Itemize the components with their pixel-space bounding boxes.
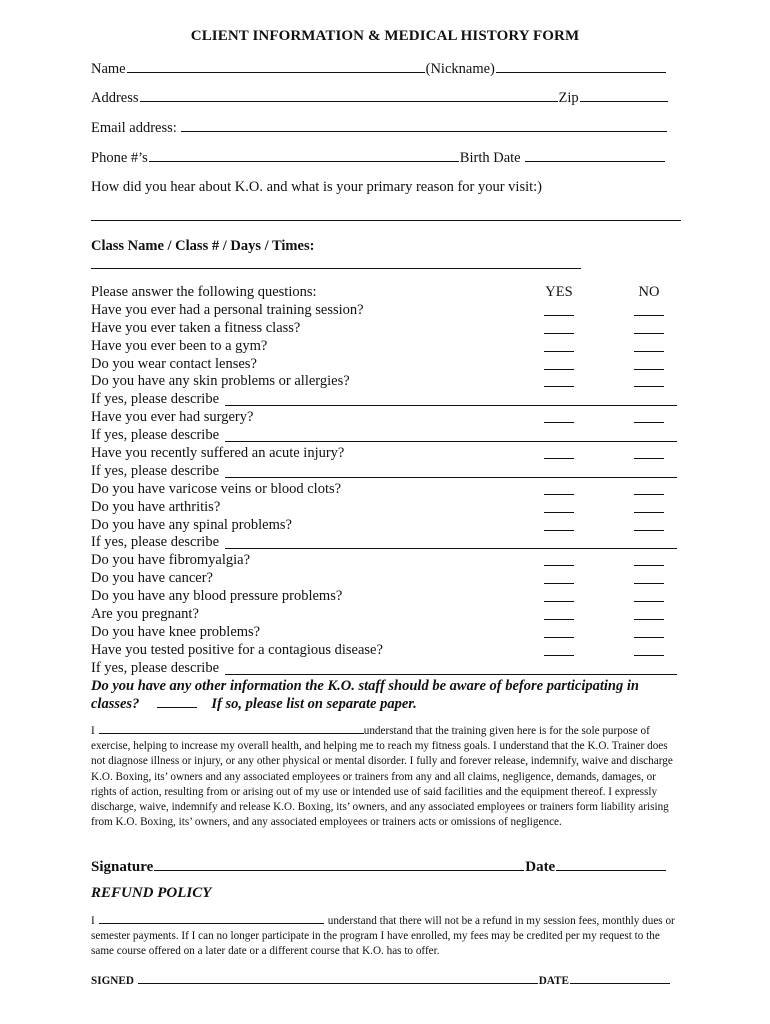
address-field[interactable]	[140, 87, 558, 102]
question-row	[91, 499, 681, 517]
yes-answer-blank	[544, 570, 574, 584]
describe-field[interactable]	[225, 441, 677, 442]
refund-policy-heading: REFUND POLICY	[91, 885, 212, 901]
other-info-question	[91, 677, 681, 713]
yes-answer-blank	[544, 320, 574, 334]
describe-label: If yes, please describe	[91, 462, 220, 479]
nickname-field[interactable]	[496, 58, 666, 73]
hear-about-label: How did you hear about K.O. and what is your primary reason for your visit:)	[91, 179, 543, 195]
question-text: Have you ever been to a gym?	[91, 337, 268, 354]
questions-prompt: Please answer the following questions:	[91, 284, 317, 300]
yes-answer-blank	[544, 624, 574, 638]
question-text: Do you have fibromyalgia?	[91, 552, 251, 569]
name-field[interactable]	[127, 58, 425, 73]
other-info-note: If so, please list on separate paper.	[211, 696, 417, 712]
question-row	[91, 624, 681, 642]
no-answer-blank	[634, 320, 664, 334]
question-row	[91, 445, 681, 463]
describe-row	[91, 391, 681, 409]
no-answer-blank	[634, 302, 664, 316]
no-answer-blank	[634, 570, 664, 584]
question-row	[91, 373, 681, 391]
email-label: Email address:	[91, 120, 177, 136]
birth-date-field[interactable]	[525, 147, 665, 162]
describe-row	[91, 660, 681, 678]
yes-answer-blank	[544, 588, 574, 602]
no-answer-blank	[634, 499, 664, 513]
signed-date-field[interactable]	[570, 972, 670, 984]
question-text: Have you recently suffered an acute injury?	[91, 445, 345, 462]
other-info-text: Do you have any other information the K.O. staff should be aware of before participating in classes?	[91, 678, 639, 712]
yes-column-header: YES	[545, 284, 573, 300]
yes-answer-blank	[544, 481, 574, 495]
no-answer-blank	[634, 552, 664, 566]
no-answer-blank	[634, 517, 664, 531]
question-text: Do you have cancer?	[91, 570, 213, 587]
yes-answer-blank	[544, 338, 574, 352]
no-answer-blank	[634, 445, 664, 459]
yes-answer-blank	[544, 606, 574, 620]
name-row	[91, 58, 681, 78]
waiver-name-field[interactable]	[99, 723, 364, 734]
question-row	[91, 481, 681, 499]
no-answer-blank	[634, 606, 664, 620]
yes-answer-blank	[544, 356, 574, 370]
refund-text: understand that there will not be a refund in my session fees, monthly dues or semester payments. If I can no longer participate in the program I have enrolled, my fees may be credited per my request to the same course offered on a later date or a different course that K.O. has to offer.	[91, 915, 675, 958]
question-row	[91, 302, 681, 320]
question-row	[91, 606, 681, 624]
questions-header	[91, 284, 681, 302]
describe-row	[91, 463, 681, 481]
email-row	[91, 117, 681, 137]
yes-answer-blank	[544, 499, 574, 513]
question-text: Do you have any skin problems or allergies?	[91, 373, 350, 390]
question-text: Do you have arthritis?	[91, 498, 221, 515]
describe-field[interactable]	[225, 674, 677, 675]
question-text: Do you wear contact lenses?	[91, 355, 257, 372]
phone-row	[91, 147, 681, 167]
other-info-answer-field[interactable]	[157, 695, 197, 708]
email-field[interactable]	[181, 117, 667, 132]
question-row	[91, 552, 681, 570]
liability-waiver	[91, 723, 681, 830]
question-text: Have you ever had a personal training session?	[91, 301, 364, 318]
no-answer-blank	[634, 356, 664, 370]
question-text: Do you have any spinal problems?	[91, 516, 292, 533]
hear-about-field[interactable]	[91, 220, 681, 221]
question-text: Have you ever taken a fitness class?	[91, 319, 301, 336]
describe-field[interactable]	[225, 477, 677, 478]
question-row	[91, 320, 681, 338]
yes-answer-blank	[544, 445, 574, 459]
describe-row	[91, 534, 681, 552]
no-answer-blank	[634, 338, 664, 352]
signature-row	[91, 855, 681, 875]
no-answer-blank	[634, 624, 664, 638]
question-text: Do you have varicose veins or blood clots?	[91, 480, 342, 497]
questions-list	[91, 284, 681, 678]
question-row	[91, 642, 681, 660]
phone-field[interactable]	[149, 147, 459, 162]
question-text: Have you ever had surgery?	[91, 409, 254, 426]
no-answer-blank	[634, 481, 664, 495]
question-text: Do you have any blood pressure problems?	[91, 588, 343, 605]
yes-answer-blank	[544, 552, 574, 566]
describe-field[interactable]	[225, 405, 677, 406]
question-text: Have you tested positive for a contagious disease?	[91, 641, 383, 658]
describe-label: If yes, please describe	[91, 427, 220, 444]
signature-label: Signature	[91, 859, 154, 875]
signature-field[interactable]	[154, 855, 524, 871]
waiver-prefix: I	[91, 725, 95, 737]
question-row	[91, 356, 681, 374]
question-row	[91, 570, 681, 588]
refund-name-field[interactable]	[99, 913, 324, 924]
no-answer-blank	[634, 409, 664, 423]
zip-field[interactable]	[580, 87, 668, 102]
refund-policy-text	[91, 913, 681, 960]
birth-date-label: Birth Date	[459, 150, 521, 166]
question-text: Do you have knee problems?	[91, 623, 261, 640]
yes-answer-blank	[544, 409, 574, 423]
signed-row	[91, 972, 681, 988]
form-title: CLIENT INFORMATION & MEDICAL HISTORY FORM	[190, 28, 580, 44]
address-row	[91, 87, 681, 107]
question-rows	[91, 302, 681, 678]
no-answer-blank	[634, 642, 664, 656]
yes-answer-blank	[544, 517, 574, 531]
date-label: Date	[525, 859, 556, 875]
address-label: Address	[91, 90, 139, 106]
no-answer-blank	[634, 373, 664, 387]
signed-field[interactable]	[138, 972, 538, 984]
describe-label: If yes, please describe	[91, 391, 220, 408]
yes-answer-blank	[544, 373, 574, 387]
describe-field[interactable]	[225, 548, 677, 549]
yes-answer-blank	[544, 642, 574, 656]
no-column-header: NO	[638, 284, 660, 300]
signed-date-label: DATE	[538, 975, 569, 987]
question-row	[91, 409, 681, 427]
question-text: Are you pregnant?	[91, 606, 199, 623]
date-field[interactable]	[556, 855, 666, 871]
describe-label: If yes, please describe	[91, 534, 220, 551]
describe-row	[91, 427, 681, 445]
question-row	[91, 588, 681, 606]
refund-prefix: I	[91, 915, 95, 927]
describe-label: If yes, please describe	[91, 659, 220, 676]
no-answer-blank	[634, 588, 664, 602]
phone-label: Phone #’s	[91, 150, 148, 166]
question-row	[91, 338, 681, 356]
nickname-label: (Nickname)	[425, 61, 495, 77]
waiver-text: understand that the training given here is for the sole purpose of exercise, helping to increase my overall health, and helping me to reach my fitness goals. I understand that the K.O. Trainer does not diagnose illness or injury, or any other physical or mental disorder. I fully and forever release, indemnify, waive and discharge K.O. Boxing, its’ owners and any associated employees or trainers from any and all claims, negligence, demands, damages, or rights of action, resulting from or arising out of my use or intended use of said facilities and the equipment thereof. I expressly discharge, waive, indemnify and release K.O. Boxing, its’ owners, and any associated employees or trainers form liability arising from K.O. Boxing, its’ owners, and any associated employees or trainers acts or omissions of negligence.	[91, 725, 673, 829]
question-row	[91, 517, 681, 535]
class-info-field[interactable]	[91, 268, 581, 269]
class-info-label: Class Name / Class # / Days / Times:	[91, 238, 315, 254]
yes-answer-blank	[544, 302, 574, 316]
zip-label: Zip	[558, 90, 579, 106]
signed-label: SIGNED	[91, 975, 134, 987]
name-label: Name	[91, 61, 126, 77]
